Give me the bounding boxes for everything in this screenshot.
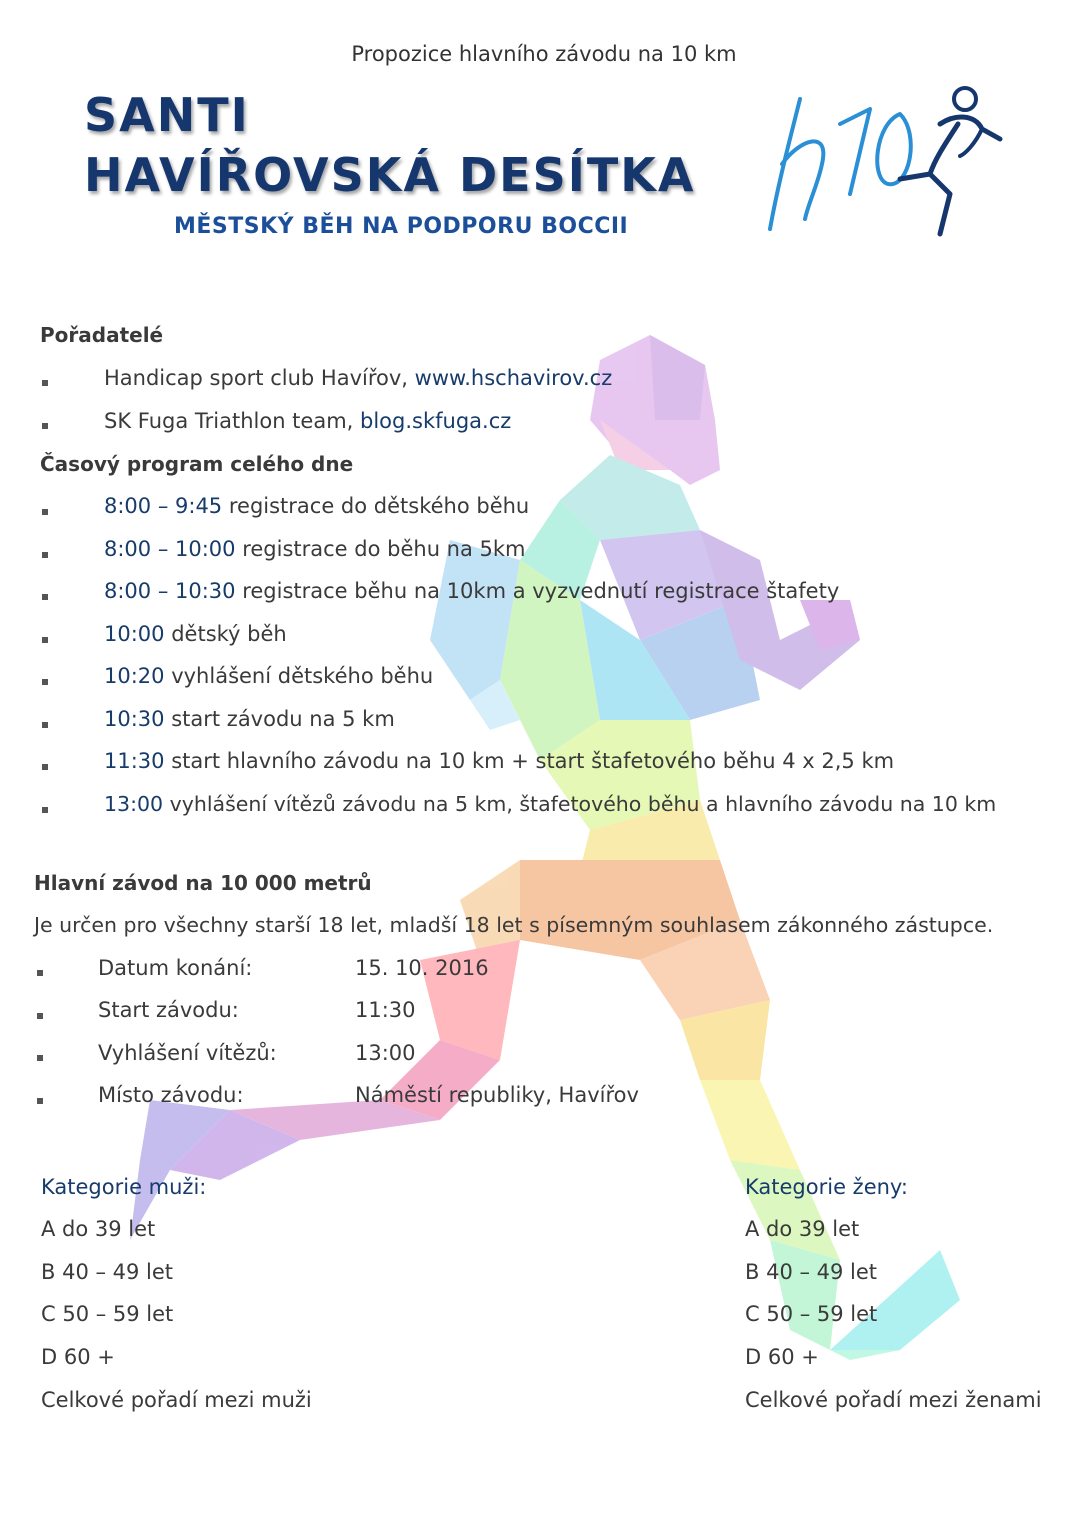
schedule-item [104, 537, 526, 561]
bullet-icon [42, 764, 48, 770]
organizer-name: SK Fuga Triathlon team, [104, 409, 361, 433]
logo-title-line1: SANTI [84, 88, 250, 142]
organizer-item [104, 409, 511, 433]
men-category: Celkové pořadí mezi muži [41, 1388, 312, 1412]
bullet-icon [42, 637, 48, 643]
detail-label: Datum konání: [98, 956, 253, 980]
women-category: B 40 – 49 let [745, 1260, 878, 1284]
bullet-icon [37, 1013, 43, 1019]
men-category: B 40 – 49 let [41, 1260, 174, 1284]
women-category: D 60 + [745, 1345, 819, 1369]
logo-subtitle: MĚSTSKÝ BĚH NA PODPORU BOCCII [174, 214, 629, 239]
bullet-icon [42, 722, 48, 728]
schedule-text: vyhlášení dětského běhu [164, 664, 434, 688]
schedule-item [104, 792, 996, 816]
bullet-icon [42, 552, 48, 558]
schedule-text: start hlavního závodu na 10 km + start štafetového běhu 4 x 2,5 km [164, 749, 895, 773]
bullet-icon [37, 970, 43, 976]
men-category: C 50 – 59 let [41, 1302, 174, 1326]
detail-value: 11:30 [355, 998, 416, 1022]
organizer-link[interactable]: blog.skfuga.cz [360, 409, 512, 433]
schedule-time: 8:00 – 9:45 [104, 494, 223, 518]
bullet-icon [42, 423, 48, 429]
men-categories-heading: Kategorie muži: [41, 1175, 207, 1199]
main-race-intro: Je určen pro všechny starší 18 let, mladší 18 let s písemným souhlasem zákonného zástupce. [34, 913, 994, 937]
runner-logo-icon [760, 84, 1010, 249]
schedule-text: start závodu na 5 km [164, 707, 395, 731]
men-category: A do 39 let [41, 1217, 156, 1241]
detail-value: 13:00 [355, 1041, 416, 1065]
document-title: Propozice hlavního závodu na 10 km [351, 42, 737, 66]
bullet-icon [42, 679, 48, 685]
schedule-text: registrace do dětského běhu [222, 494, 530, 518]
schedule-item [104, 494, 529, 518]
detail-value: 15. 10. 2016 [355, 956, 489, 980]
men-category: D 60 + [41, 1345, 115, 1369]
schedule-time: 8:00 – 10:30 [104, 579, 236, 603]
schedule-item [104, 707, 395, 731]
schedule-heading: Časový program celého dne [40, 452, 354, 476]
bullet-icon [42, 509, 48, 515]
detail-label: Vyhlášení vítězů: [98, 1041, 277, 1065]
schedule-text: registrace běhu na 10km a vyzvednutí registrace štafety [235, 579, 840, 603]
organizers-heading: Pořadatelé [40, 323, 164, 347]
bullet-icon [37, 1098, 43, 1104]
schedule-item [104, 579, 839, 603]
schedule-time: 10:00 [104, 622, 165, 646]
bullet-icon [42, 594, 48, 600]
detail-label: Start závodu: [98, 998, 239, 1022]
schedule-time: 10:20 [104, 664, 165, 688]
schedule-time: 13:00 [104, 792, 164, 816]
logo-title-line2: HAVÍŘOVSKÁ DESÍTKA [84, 148, 696, 202]
detail-value: Náměstí republiky, Havířov [355, 1083, 639, 1107]
women-category: C 50 – 59 let [745, 1302, 878, 1326]
organizer-item [104, 366, 612, 390]
schedule-item [104, 749, 894, 773]
organizer-name: Handicap sport club Havířov, [104, 366, 415, 390]
schedule-item [104, 622, 287, 646]
schedule-item [104, 664, 433, 688]
bullet-icon [42, 807, 48, 813]
bullet-icon [42, 380, 48, 386]
schedule-text: registrace do běhu na 5km [235, 537, 526, 561]
detail-label: Místo závodu: [98, 1083, 244, 1107]
schedule-text: dětský běh [164, 622, 287, 646]
bullet-icon [37, 1055, 43, 1061]
women-category: A do 39 let [745, 1217, 860, 1241]
organizer-link[interactable]: www.hschavirov.cz [414, 366, 613, 390]
women-categories-heading: Kategorie ženy: [745, 1175, 908, 1199]
schedule-text: vyhlášení vítězů závodu na 5 km, štafetového běhu a hlavního závodu na 10 km [163, 792, 997, 816]
schedule-time: 11:30 [104, 749, 165, 773]
women-category: Celkové pořadí mezi ženami [745, 1388, 1042, 1412]
schedule-time: 8:00 – 10:00 [104, 537, 236, 561]
schedule-time: 10:30 [104, 707, 165, 731]
main-race-heading: Hlavní závod na 10 000 metrů [34, 871, 372, 895]
